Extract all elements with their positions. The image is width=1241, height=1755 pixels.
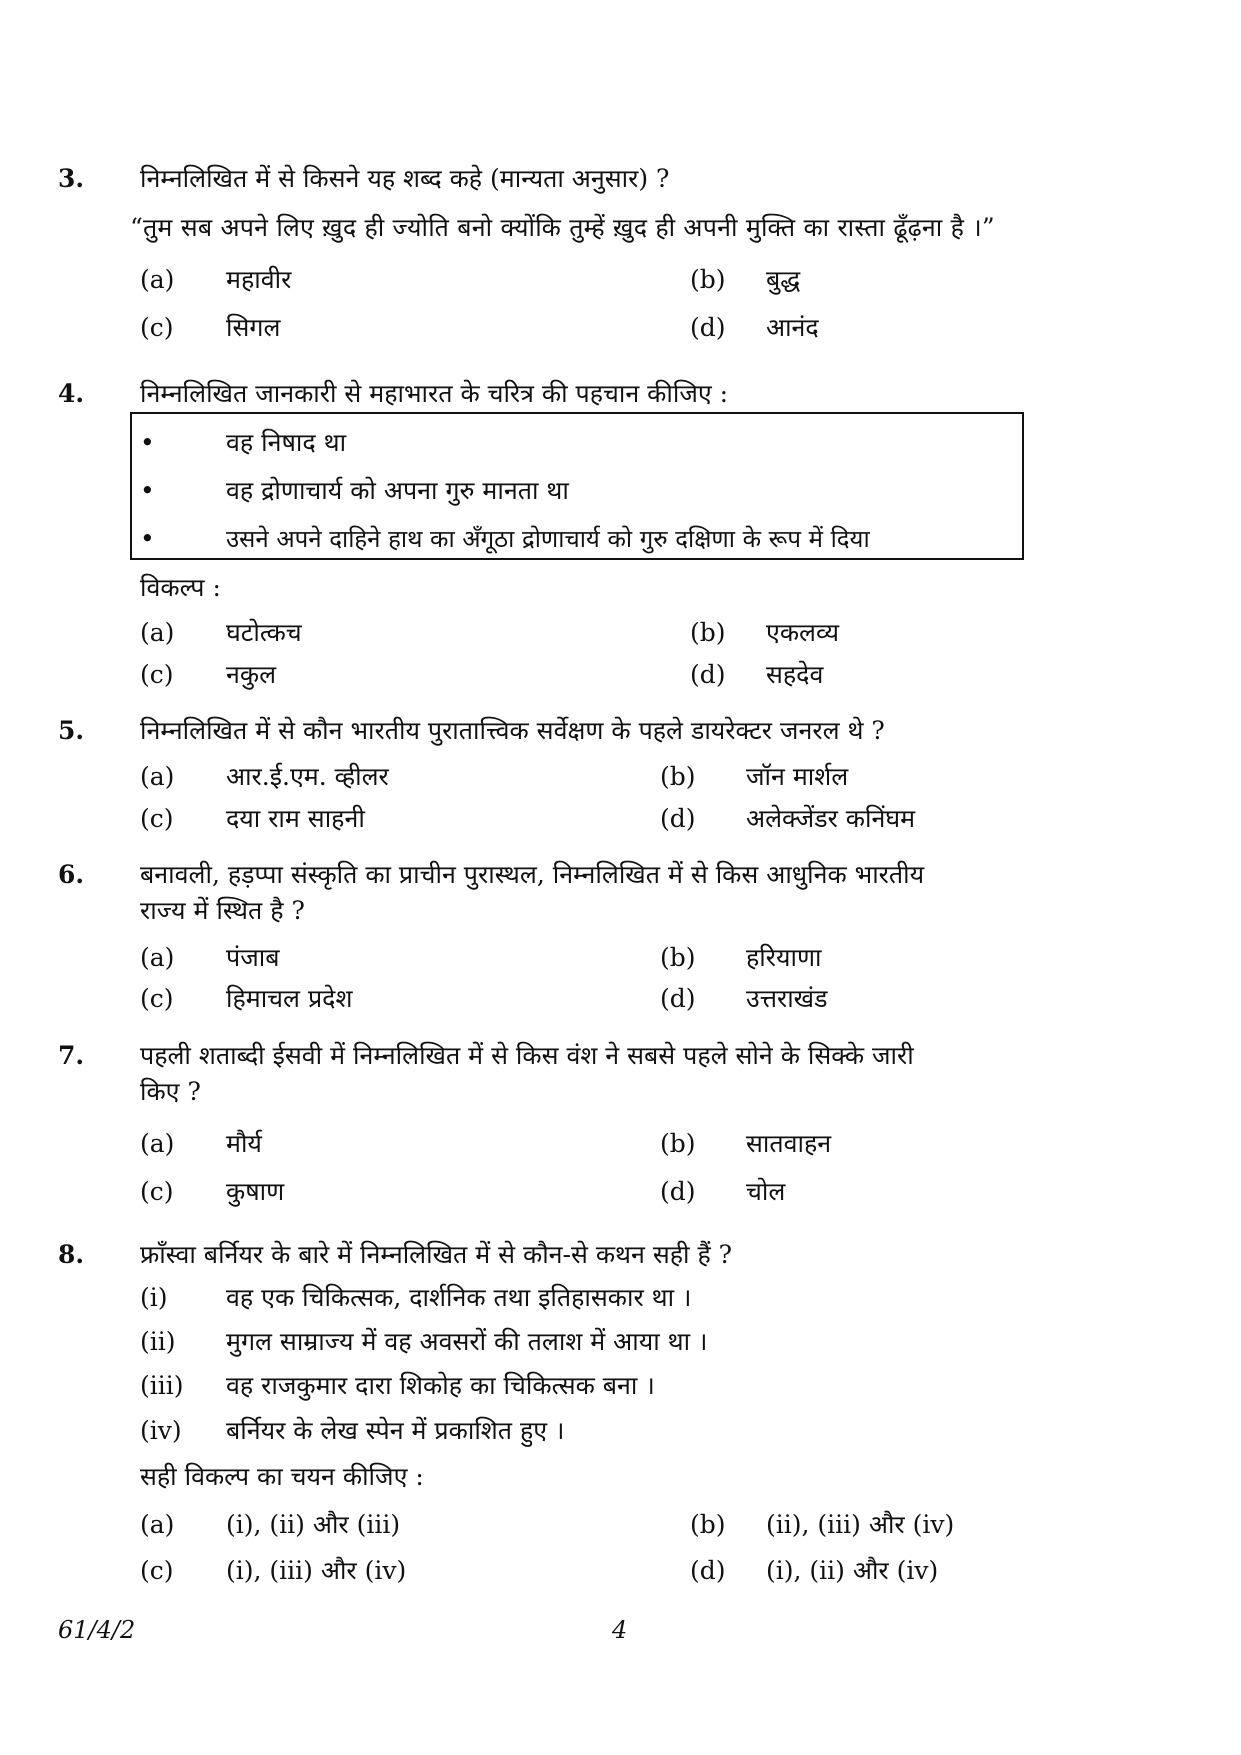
q3-option-a: महावीर (226, 265, 292, 294)
q3-text: निम्नलिखित में से किसने यह शब्द कहे (मान्यता अनुसार) ? (140, 164, 670, 193)
q6-text-line1: बनावली, हड़प्पा संस्कृति का प्राचीन पुरास्थल, निम्नलिखित में से किस आधुनिक भारतीय (140, 860, 925, 889)
q6-option-a-label: (a) (140, 943, 175, 972)
q3-option-d: आनंद (766, 313, 819, 342)
q8-option-d: (i), (ii) और (iv) (766, 1556, 939, 1585)
q7-option-a: मौर्य (226, 1129, 262, 1158)
q6-option-a: पंजाब (226, 943, 280, 972)
q5-text: निम्नलिखित में से कौन भारतीय पुरातात्त्विक सर्वेक्षण के पहले डायरेक्टर जनरल थे ? (140, 716, 885, 745)
q7-option-d-label: (d) (660, 1177, 696, 1206)
q6-option-b-label: (b) (660, 943, 696, 972)
q4-option-b-label: (b) (690, 618, 726, 647)
paper-code: 61/4/2 (58, 1616, 136, 1644)
q8-statement-4: बर्नियर के लेख स्पेन में प्रकाशित हुए । (226, 1416, 565, 1445)
q6-text-line2: राज्य में स्थित है ? (140, 896, 305, 925)
q5-option-a-label: (a) (140, 762, 175, 791)
q4-option-b: एकलव्य (766, 618, 840, 647)
q7-option-c: कुषाण (226, 1177, 285, 1206)
q4-number: 4. (58, 379, 85, 408)
q6-option-d-label: (d) (660, 984, 696, 1013)
q8-option-d-label: (d) (690, 1556, 726, 1585)
q7-text-line1: पहली शताब्दी ईसवी में निम्नलिखित में से किस वंश ने सबसे पहले सोने के सिक्के जारी (140, 1041, 914, 1070)
q7-option-b: सातवाहन (746, 1129, 832, 1158)
q5-option-d: अलेक्जेंडर कनिंघम (746, 804, 916, 833)
q4-bullet-1-marker: • (140, 428, 155, 457)
q8-statement-2-label: (ii) (140, 1327, 176, 1356)
q8-statement-3-label: (iii) (140, 1371, 184, 1400)
q3-quote: “तुम सब अपने लिए ख़ुद ही ज्योति बनो क्योंकि तुम्हें ख़ुद ही अपनी मुक्ति का रास्ता ढूँढ़ना है ।” (130, 213, 995, 242)
q8-option-b: (ii), (iii) और (iv) (766, 1510, 955, 1539)
q4-bullet-3: उसने अपने दाहिने हाथ का अँगूठा द्रोणाचार्य को गुरु दक्षिणा के रूप में दिया (226, 525, 870, 553)
q3-number: 3. (58, 164, 85, 193)
q8-option-c: (i), (iii) और (iv) (226, 1556, 407, 1585)
q3-option-b-label: (b) (690, 265, 726, 294)
q7-text-line2: किए ? (140, 1077, 201, 1106)
q5-option-d-label: (d) (660, 804, 696, 833)
q4-option-a: घटोत्कच (226, 618, 302, 647)
q5-option-b: जॉन मार्शल (746, 762, 849, 791)
q5-option-a: आर.ई.एम. व्हीलर (226, 762, 389, 791)
q3-option-d-label: (d) (690, 313, 726, 342)
q6-option-b: हरियाणा (746, 943, 822, 972)
q4-choices-label: विकल्प : (140, 573, 221, 602)
q3-option-b: बुद्ध (766, 265, 801, 294)
q8-choose-label: सही विकल्प का चयन कीजिए : (140, 1462, 424, 1491)
q8-text: फ्राँस्वा बर्नियर के बारे में निम्नलिखित में से कौन-से कथन सही हैं ? (140, 1240, 733, 1269)
q8-statement-4-label: (iv) (140, 1416, 182, 1445)
q5-option-b-label: (b) (660, 762, 696, 791)
q4-option-d: सहदेव (766, 660, 824, 689)
q3-option-c: सिगल (226, 313, 281, 342)
q8-option-c-label: (c) (140, 1556, 174, 1585)
q8-number: 8. (58, 1240, 85, 1269)
q7-option-b-label: (b) (660, 1129, 696, 1158)
q5-option-c-label: (c) (140, 804, 174, 833)
q8-option-a: (i), (ii) और (iii) (226, 1510, 401, 1539)
q7-number: 7. (58, 1041, 85, 1070)
q5-number: 5. (58, 716, 85, 745)
q4-option-c-label: (c) (140, 660, 174, 689)
q4-option-c: नकुल (226, 660, 277, 689)
q6-option-c-label: (c) (140, 984, 174, 1013)
q4-bullet-2-marker: • (140, 476, 155, 505)
q6-option-d: उत्तराखंड (746, 984, 828, 1013)
q6-number: 6. (58, 860, 85, 889)
q8-statement-1: वह एक चिकित्सक, दार्शनिक तथा इतिहासकार था । (226, 1283, 692, 1312)
q6-option-c: हिमाचल प्रदेश (226, 984, 353, 1013)
q8-statement-3: वह राजकुमार दारा शिकोह का चिकित्सक बना । (226, 1371, 655, 1400)
q7-option-c-label: (c) (140, 1177, 174, 1206)
q8-option-b-label: (b) (690, 1510, 726, 1539)
q4-bullet-1: वह निषाद था (226, 428, 347, 457)
q3-option-c-label: (c) (140, 313, 174, 342)
q4-bullet-3-marker: • (140, 524, 155, 553)
q4-option-a-label: (a) (140, 618, 175, 647)
page-number: 4 (612, 1616, 628, 1644)
q3-option-a-label: (a) (140, 265, 175, 294)
q4-bullet-2: वह द्रोणाचार्य को अपना गुरु मानता था (226, 476, 569, 505)
q7-option-d: चोल (746, 1177, 786, 1206)
q7-option-a-label: (a) (140, 1129, 175, 1158)
q8-option-a-label: (a) (140, 1510, 175, 1539)
q4-option-d-label: (d) (690, 660, 726, 689)
q4-text: निम्नलिखित जानकारी से महाभारत के चरित्र की पहचान कीजिए : (140, 379, 729, 408)
q8-statement-2: मुगल साम्राज्य में वह अवसरों की तलाश में आया था । (226, 1327, 708, 1356)
q8-statement-1-label: (i) (140, 1283, 168, 1312)
q5-option-c: दया राम साहनी (226, 804, 365, 833)
